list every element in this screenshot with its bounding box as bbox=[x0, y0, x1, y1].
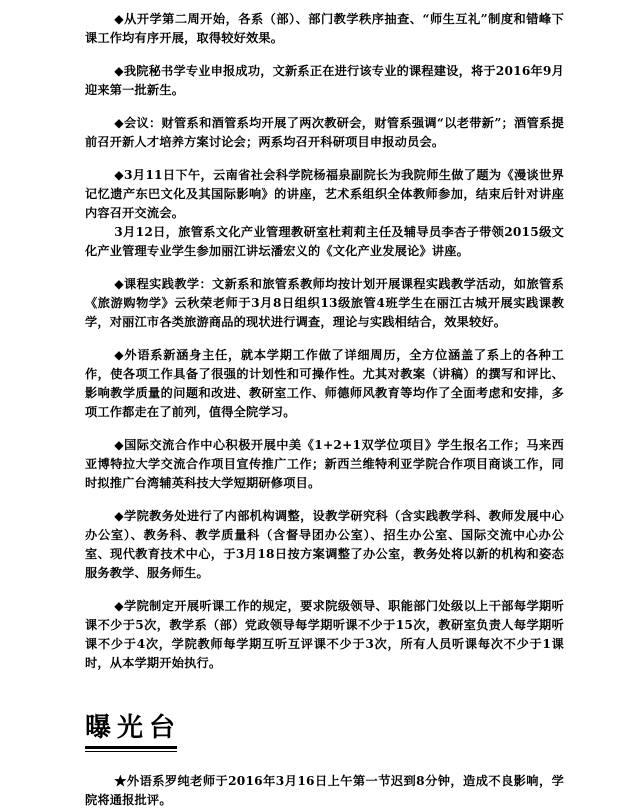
paragraph-academic-affairs: ◆学院教务处进行了内部机构调整，设教学研究科（含实践教学科、教师发展中心办公室）、教务科、教学质量科（含督导团办公室）、招生办公室、国际交流中心办公室、现代教育技术中心，于3月18日按方案调整了办公室，教务处将以新的机构和姿态服务教学、服务师生。 bbox=[85, 509, 564, 580]
paragraph-international-exchange: ◆国际交流合作中心积极开展中美《1+2+1双学位项目》学生报名工作；马来西亚博特拉大学交流合作项目宣传推广工作；新西兰维特利亚学院合作项目商谈工作，同时拟推广台湾辅英科技大学短期研修项目。 bbox=[85, 438, 564, 490]
paragraph-foreign-language-dept: ◆外语系新涵身主任，就本学期工作做了详细周历，全方位涵盖了系上的各种工作，使各项工作具备了很强的计划性和可操作性。尤其对教案（讲稿）的撰写和评比、影响教学质量的问题和改进、教研室工作、师德师风教育等均作了全面考虑和安排，多项工作都走在了前列，值得全院学习。 bbox=[85, 348, 564, 419]
paragraph-lecture-observation: ◆学院制定开展听课工作的规定，要求院级领导、职能部门处级以上干部每学期听课不少于5次，教学系（部）党政领导每学期听课不少于15次，教研室负责人每学期听课不少于4次，学院教师每学期互听互评课不少于3次，所有人员听课每次不少于1课时，从本学期开始执行。 bbox=[85, 599, 564, 670]
paragraph-practice-teaching: ◆课程实践教学：文新系和旅管系教师均按计划开展课程实践教学活动，如旅管系《旅游购物学》云秋荣老师于3月8日组织13级旅管4班学生在丽江古城开展实践课教学，对丽江市各类旅游商品的现状进行调查，理论与实践相结合，效果较好。 bbox=[85, 277, 564, 329]
section-title-exposure: 曝光台 bbox=[85, 713, 182, 743]
paragraph-lecture-culture-industry: 3月12日，旅管系文化产业管理教研室杜莉莉主任及辅导员李杏子带领2015级文化产业管理专业学生参加丽江讲坛潘宏义的《文化产业发展论》讲座。 bbox=[85, 225, 564, 258]
paragraph-meetings: ◆会议：财管系和酒管系均开展了两次教研会，财管系强调“以老带新”；酒管系提前召开新人才培养方案讨论会；两系均召开科研项目申报动员会。 bbox=[85, 116, 564, 149]
title-underline bbox=[85, 746, 177, 749]
paragraph-secretarial-major: ◆我院秘书学专业申报成功，文新系正在进行该专业的课程建设，将于2016年9月迎来第一批新生。 bbox=[85, 64, 564, 97]
title-underline-thin bbox=[85, 751, 177, 752]
paragraph-lecture-dongba: ◆3月11日下午，云南省社会科学院杨福泉副院长为我院师生做了题为《漫谈世界记忆遗产东巴文化及其国际影响》的讲座，艺术系组织全体教师参加，结束后针对讲座内容召开交流会。 bbox=[85, 168, 564, 220]
paragraph-teaching-order: ◆从开学第二周开始，各系（部）、部门教学秩序抽查、“师生互礼”制度和错峰下课工作均有序开展，取得较好效果。 bbox=[85, 12, 564, 45]
paragraph-notice: ★外语系罗纯老师于2016年3月16日上午第一节迟到8分钟，造成不良影响，学院将通报批评。 bbox=[85, 774, 564, 807]
